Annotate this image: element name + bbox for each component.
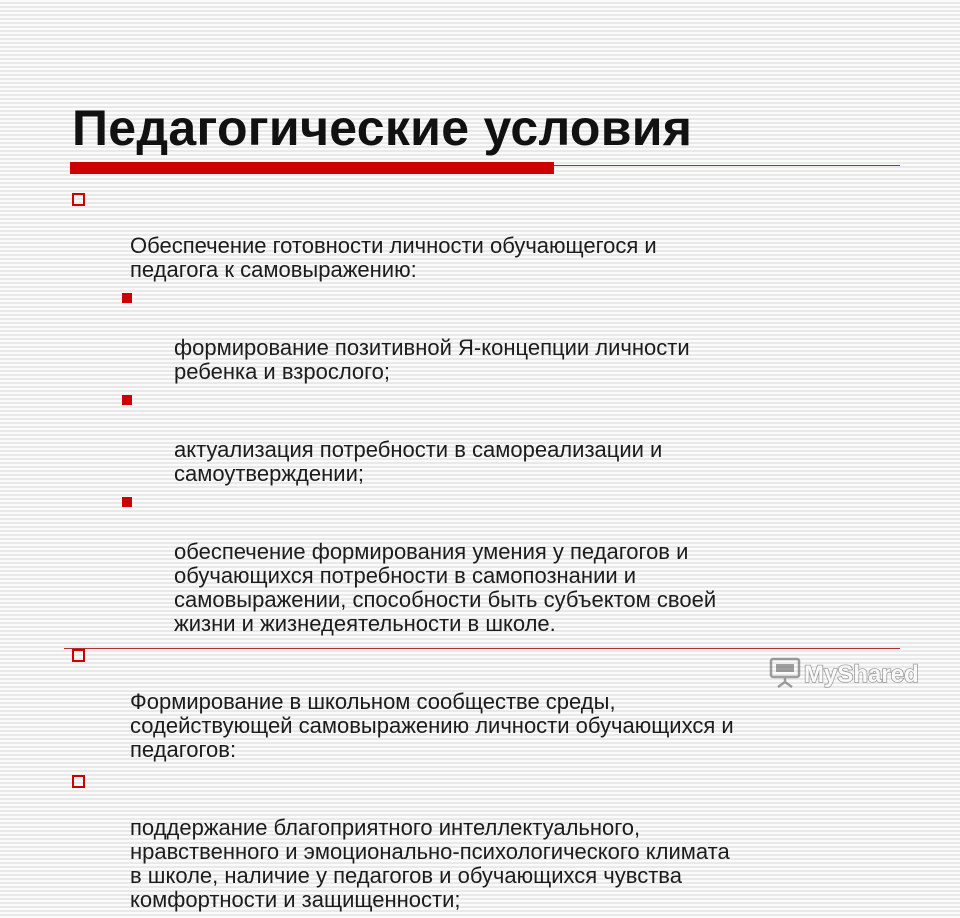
bullet-item-level2: [72, 390, 902, 486]
bullet-text: обеспечение формирования умения у педагогов и обучающихся потребности в самопознании и самовыражении, способности быть субъектом своей жизни и жизнедеятельности в школе.: [174, 539, 717, 636]
bullet-text: актуализация потребности в самореализации и самоутверждении;: [174, 437, 663, 486]
hollow-square-bullet-icon: [72, 775, 85, 788]
bullet-text: Формирование в школьном сообществе среды, содействующей самовыражению личности обучающихся и педагогов:: [130, 689, 734, 762]
projector-board-icon: [768, 656, 802, 690]
slide-title: Педагогические условия: [72, 100, 693, 156]
svg-text:MyShared: MyShared: [804, 661, 919, 688]
filled-square-bullet-icon: [122, 395, 132, 405]
bullet-list: [72, 186, 902, 918]
hollow-square-bullet-icon: [72, 193, 85, 206]
title-underline-bar: [70, 162, 554, 174]
filled-square-bullet-icon: [122, 497, 132, 507]
bullet-item-level1: [72, 768, 902, 912]
bottom-divider: [64, 648, 900, 649]
bullet-text: Обеспечение готовности личности обучающегося и педагога к самовыражению:: [130, 233, 657, 282]
title-underline-line: [554, 165, 900, 166]
filled-square-bullet-icon: [122, 293, 132, 303]
bullet-item-level2: [72, 492, 902, 636]
bullet-text: формирование позитивной Я-концепции личности ребенка и взрослого;: [174, 335, 690, 384]
hollow-square-bullet-icon: [72, 649, 85, 662]
watermark-logo: [768, 656, 926, 690]
bullet-item-level1: [72, 186, 902, 282]
bullet-item-level2: [72, 288, 902, 384]
watermark-text: [802, 656, 926, 690]
bullet-text: поддержание благоприятного интеллектуального, нравственного и эмоционально-психологического климата в школе, наличие у педагогов и обучающихся чувства комфортности и защищенности;: [130, 815, 730, 912]
